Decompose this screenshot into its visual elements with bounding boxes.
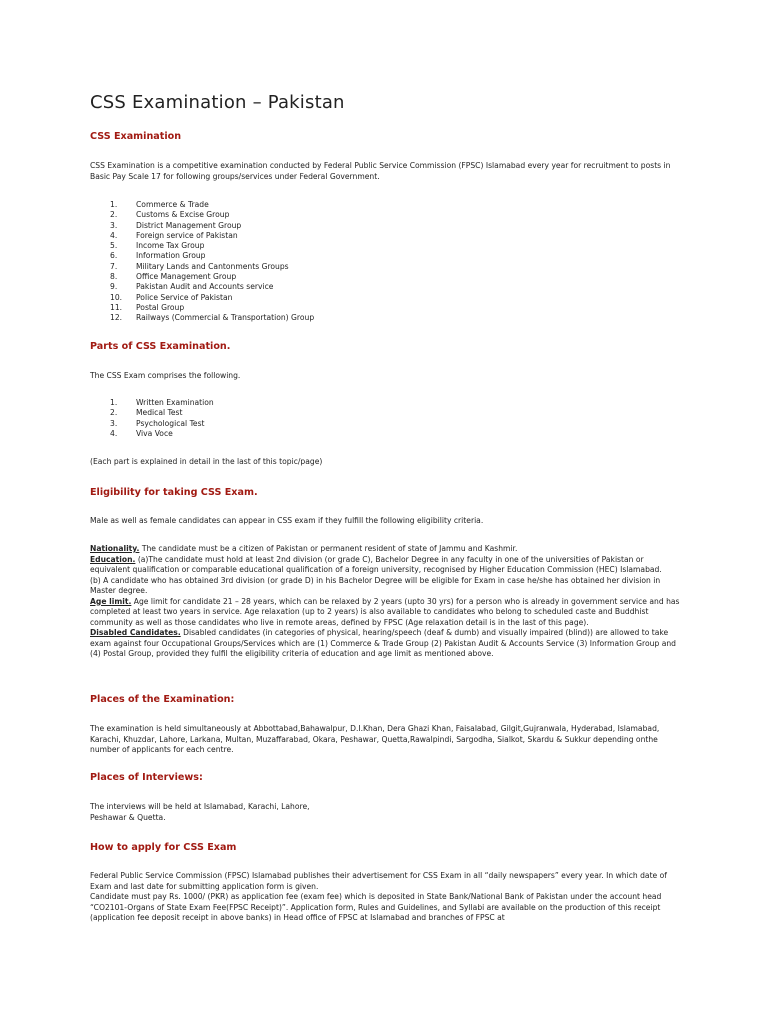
list-item-label: Office Management Group <box>136 272 237 282</box>
list-item-label: Commerce & Trade <box>136 200 209 209</box>
list-item-number: 1. <box>110 398 118 407</box>
interviews-line-2: Peshawar & Quetta. <box>90 812 166 822</box>
intro-paragraph: CSS Examination is a competitive examination conducted by Federal Public Service Commission (FPSC) Islamabad every year for recruitment to posts in Basic Pay Scale 17 for following groups/services under Federal Government. <box>90 161 671 181</box>
list-item-label: Police Service of Pakistan <box>136 292 233 302</box>
disabled-text: Disabled candidates (in categories of physical, hearing/speech (deaf & dumb) and visually impaired (blind)) are allowed to take exam against four Occupational Groups/Services which are (1) Commerce & Trade Group (2) Pakistan Audit & Accounts Service (3) Information Group and (4) Postal Group, provided they fulfil the eligibility criteria of education and age limit as mentioned above. <box>90 628 676 658</box>
disabled-label: Disabled Candidates. <box>90 628 181 637</box>
list-item-number: 11. <box>110 302 123 312</box>
heading-how-to-apply: How to apply for CSS Exam <box>90 842 237 853</box>
heading-places-interviews: Places of Interviews: <box>90 772 203 783</box>
education-block <box>90 555 684 576</box>
list-item-number: 7. <box>110 261 118 271</box>
apply-paragraph-2: Candidate must pay Rs. 1000/ (PKR) as application fee (exam fee) which is deposited in State Bank/National Bank of Pakistan under the account head “CO2101-Organs of State Exam Fee(FPSC Receipt)”. Application form, Rules and Guidelines, and Syllabi are available on the production of this receipt (application fee deposit receipt in above banks) in Head office of FPSC at Islamabad and branches of FPSC at <box>90 892 662 922</box>
education-label: Education. <box>90 554 136 564</box>
eligibility-intro: Male as well as female candidates can appear in CSS exam if they fulfill the following eligibility criteria. <box>90 516 484 525</box>
apply-paragraph-1: Federal Public Service Commission (FPSC) Islamabad publishes their advertisement for CSS Exam in all “daily newspapers” every year. In which date of Exam and last date for submitting application form is given. <box>90 871 667 891</box>
age-text: Age limit for candidate 21 – 28 years, which can be relaxed by 2 years (upto 30 yrs) for a person who is already in government service and has completed at least two years in service. Age relaxation (up to 2 years) is also available to candidates who belong to scheduled caste and Buddhist community as well as those candidates who live in remote areas, defined by FPSC (Age relaxation detail is in the last of this page). <box>90 596 680 627</box>
list-item-number: 10. <box>110 292 123 302</box>
list-item-number: 3. <box>110 418 118 428</box>
list-item-label: Military Lands and Cantonments Groups <box>136 261 289 271</box>
apply-text <box>90 871 684 924</box>
age-block <box>90 597 684 629</box>
eligibility-criteria <box>90 544 684 660</box>
list-item-label: Psychological Test <box>136 418 205 428</box>
list-item-number: 9. <box>110 282 118 292</box>
heading-css-examination: CSS Examination <box>90 131 182 142</box>
list-item-number: 4. <box>110 230 118 240</box>
interviews-line-1: The interviews will be held at Islamabad, Karachi, Lahore, <box>90 802 310 811</box>
education-text: (a)The candidate must hold at least 2nd division (or grade C), Bachelor Degree in any faculty in one of the universities of Pakistan or equivalent qualification or comparable educational qualification of a foreign university, recognised by Higher Education Commission (HEC) Islamabad. <box>90 554 662 574</box>
list-item-label: Postal Group <box>136 302 185 312</box>
nationality-text: The candidate must be a citizen of Pakistan or permanent resident of state of Jammu and Kashmir. <box>139 544 518 553</box>
list-item-label: District Management Group <box>136 220 242 230</box>
nationality-label: Nationality. <box>90 544 140 553</box>
parts-intro: The CSS Exam comprises the following. <box>90 371 241 380</box>
list-item-number: 5. <box>110 241 118 251</box>
list-item-label: Medical Test <box>136 408 183 418</box>
interviews-text <box>90 802 684 823</box>
list-item-label: Information Group <box>136 251 206 261</box>
list-item-label: Written Examination <box>136 398 214 407</box>
list-item-label: Customs & Excise Group <box>136 210 230 220</box>
parts-note: (Each part is explained in detail in the last of this topic/page) <box>90 457 323 466</box>
disabled-block <box>90 628 684 660</box>
list-item-label: Railways (Commercial & Transportation) Group <box>136 313 315 323</box>
list-item-number: 4. <box>110 428 118 438</box>
list-item-number: 6. <box>110 251 118 261</box>
list-item-number: 1. <box>110 200 118 209</box>
heading-places-exam: Places of the Examination: <box>90 694 235 705</box>
page-title: CSS Examination – Pakistan <box>90 92 345 113</box>
education-b-text: (b) A candidate who has obtained 3rd division (or grade D) in his Bachelor Degree will be eligible for Exam in case he/she has obtained her division in Master degree. <box>90 575 661 595</box>
list-item-label: Pakistan Audit and Accounts service <box>136 282 274 292</box>
list-item-label: Income Tax Group <box>136 241 205 251</box>
list-item-number: 3. <box>110 220 118 230</box>
list-item-number: 8. <box>110 272 118 282</box>
places-exam-text: The examination is held simultaneously at Abbottabad,Bahawalpur, D.I.Khan, Dera Ghazi Khan, Faisalabad, Gilgit,Gujranwala, Hyderabad, Islamabad, Karachi, Khuzdar, Lahore, Larkana, Multan, Muzaffarabad, Okara, Peshawar, Quetta,Rawalpindi, Sargodha, Sialkot, Skardu & Sukkur depending onthe number of applicants for each centre. <box>90 724 660 754</box>
list-item-number: 2. <box>110 210 118 220</box>
list-item-number: 2. <box>110 408 118 418</box>
heading-eligibility: Eligibility for taking CSS Exam. <box>90 487 258 498</box>
list-item-number: 12. <box>110 313 123 323</box>
age-label: Age limit. <box>90 596 132 606</box>
list-item-label: Foreign service of Pakistan <box>136 230 238 240</box>
nationality-block <box>90 544 517 553</box>
list-item-label: Viva Voce <box>136 428 173 438</box>
heading-parts: Parts of CSS Examination. <box>90 341 231 352</box>
